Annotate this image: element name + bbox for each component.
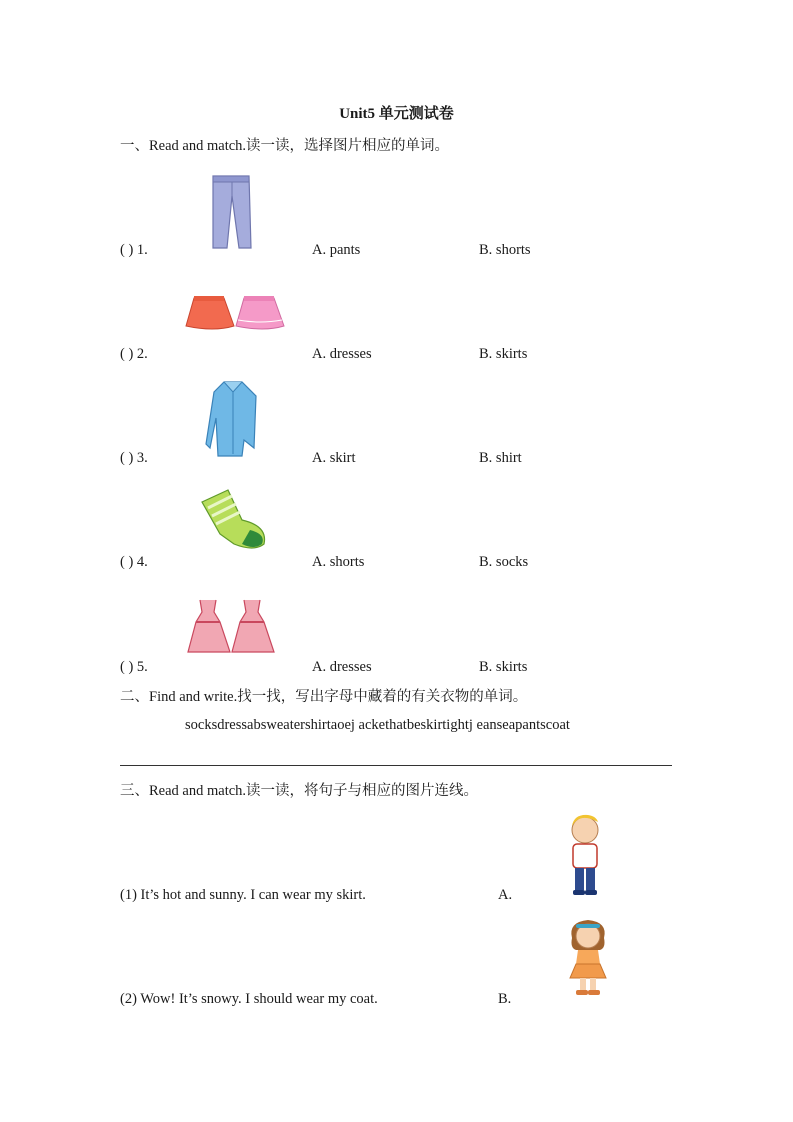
page-title: Unit5 单元测试卷: [339, 106, 454, 122]
item-3-option-b: B. shirt: [479, 450, 522, 466]
dresses-icon: [186, 598, 276, 656]
section-3-heading: 三、Read and match.读一读，将句子与相应的图片连线。: [120, 783, 479, 799]
item-1-option-b: B. shorts: [479, 242, 531, 258]
item-5-option-b: B. skirts: [479, 659, 528, 675]
item-2-option-a: A. dresses: [312, 346, 372, 362]
item-3-option-a: A. skirt: [312, 450, 356, 466]
shirt-icon: [204, 378, 262, 458]
letter-puzzle: socksdressabsweatershirtaoej ackethatbeskirtightj eanseapantscoat: [185, 717, 570, 733]
item-5-number: ( ) 5.: [120, 659, 148, 675]
sentence-1: (1) It’s hot and sunny. I can wear my skirt.: [120, 887, 366, 903]
skirts-icon: [184, 292, 286, 332]
item-4-option-b: B. socks: [479, 554, 529, 570]
section-2-heading: 二、Find and write.找一找，写出字母中藏着的有关衣物的单词。: [120, 689, 528, 705]
answer-line: [120, 765, 672, 766]
item-5-option-a: A. dresses: [312, 659, 372, 675]
item-2-number: ( ) 2.: [120, 346, 148, 362]
option-b-label: B.: [498, 991, 512, 1007]
item-1-option-a: A. pants: [312, 242, 361, 258]
item-4-option-a: A. shorts: [312, 554, 365, 570]
section-1-heading: 一、Read and match.读一读，选择图片相应的单词。: [120, 138, 450, 154]
pants-icon: [205, 172, 257, 252]
item-3-number: ( ) 3.: [120, 450, 148, 466]
item-1-number: ( ) 1.: [120, 242, 148, 258]
option-a-label: A.: [498, 887, 513, 903]
socks-icon: [198, 486, 270, 552]
item-4-number: ( ) 4.: [120, 554, 148, 570]
boy-icon: [560, 812, 610, 896]
item-2-option-b: B. skirts: [479, 346, 528, 362]
sentence-2: (2) Wow! It’s snowy. I should wear my coat.: [120, 991, 378, 1007]
girl-icon: [562, 916, 614, 996]
